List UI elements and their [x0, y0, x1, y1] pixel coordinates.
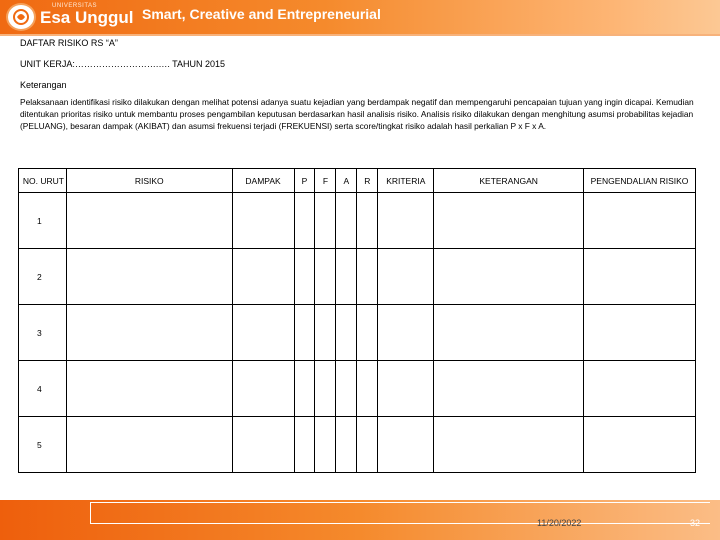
header-banner: [0, 0, 720, 34]
header-r: R: [357, 169, 378, 193]
table-header-row: [19, 169, 696, 193]
header-dampak: DAMPAK: [232, 169, 294, 193]
footer-date: 11/20/2022: [537, 518, 582, 528]
row-number: 2: [19, 249, 67, 305]
table-row: [19, 193, 696, 249]
document-title: DAFTAR RISIKO RS “A”: [20, 38, 118, 48]
unit-line: UNIT KERJA:……………………….…. TAHUN 2015: [20, 59, 226, 69]
row-number: 3: [19, 305, 67, 361]
row-number: 1: [19, 193, 67, 249]
header-divider: [0, 34, 720, 36]
page-number: 32: [690, 518, 701, 528]
header-keterangan: KETERANGAN: [434, 169, 584, 193]
table-row: [19, 417, 696, 473]
header-no-urut: NO. URUT: [19, 169, 67, 193]
logo-text: Esa Unggul: [40, 8, 134, 27]
header-a: A: [336, 169, 357, 193]
header-pengendalian-risiko: PENGENDALIAN RISIKO: [584, 169, 696, 193]
row-number: 4: [19, 361, 67, 417]
description-paragraph: Pelaksanaan identifikasi risiko dilakukan dengan melihat potensi adanya suatu kejadian yang berdampak negatif dan mempengaruhi pencapaian tujuan yang ingin dicapai. Kemudian ditentukan prioritas risiko untuk membantu proses pengambilan keputusan berdasarkan hasil analisis risiko. Analisis risiko dilakukan dengan menghitung asumsi probabilitas kejadian (PELUANG), besaran dampak (AKIBAT) dan asumsi frekuensi terjadi (FREKUENSI) serta score/tingkat risiko adalah hasil perkalian P x F x A.: [20, 97, 694, 131]
keterangan-label: Keterangan: [20, 80, 67, 90]
tagline: Smart, Creative and Entrepreneurial: [142, 6, 381, 22]
row-number: 5: [19, 417, 67, 473]
table-row: [19, 361, 696, 417]
risk-table: [18, 168, 696, 473]
header-f: F: [315, 169, 336, 193]
header-kriteria: KRITERIA: [378, 169, 434, 193]
header-p: P: [294, 169, 315, 193]
logo-subtext: UNIVERSITAS: [52, 3, 98, 9]
logo-icon: [6, 3, 36, 31]
header-risiko: RISIKO: [66, 169, 232, 193]
footer-frame: [90, 502, 710, 524]
table-row: [19, 305, 696, 361]
table-row: [19, 249, 696, 305]
